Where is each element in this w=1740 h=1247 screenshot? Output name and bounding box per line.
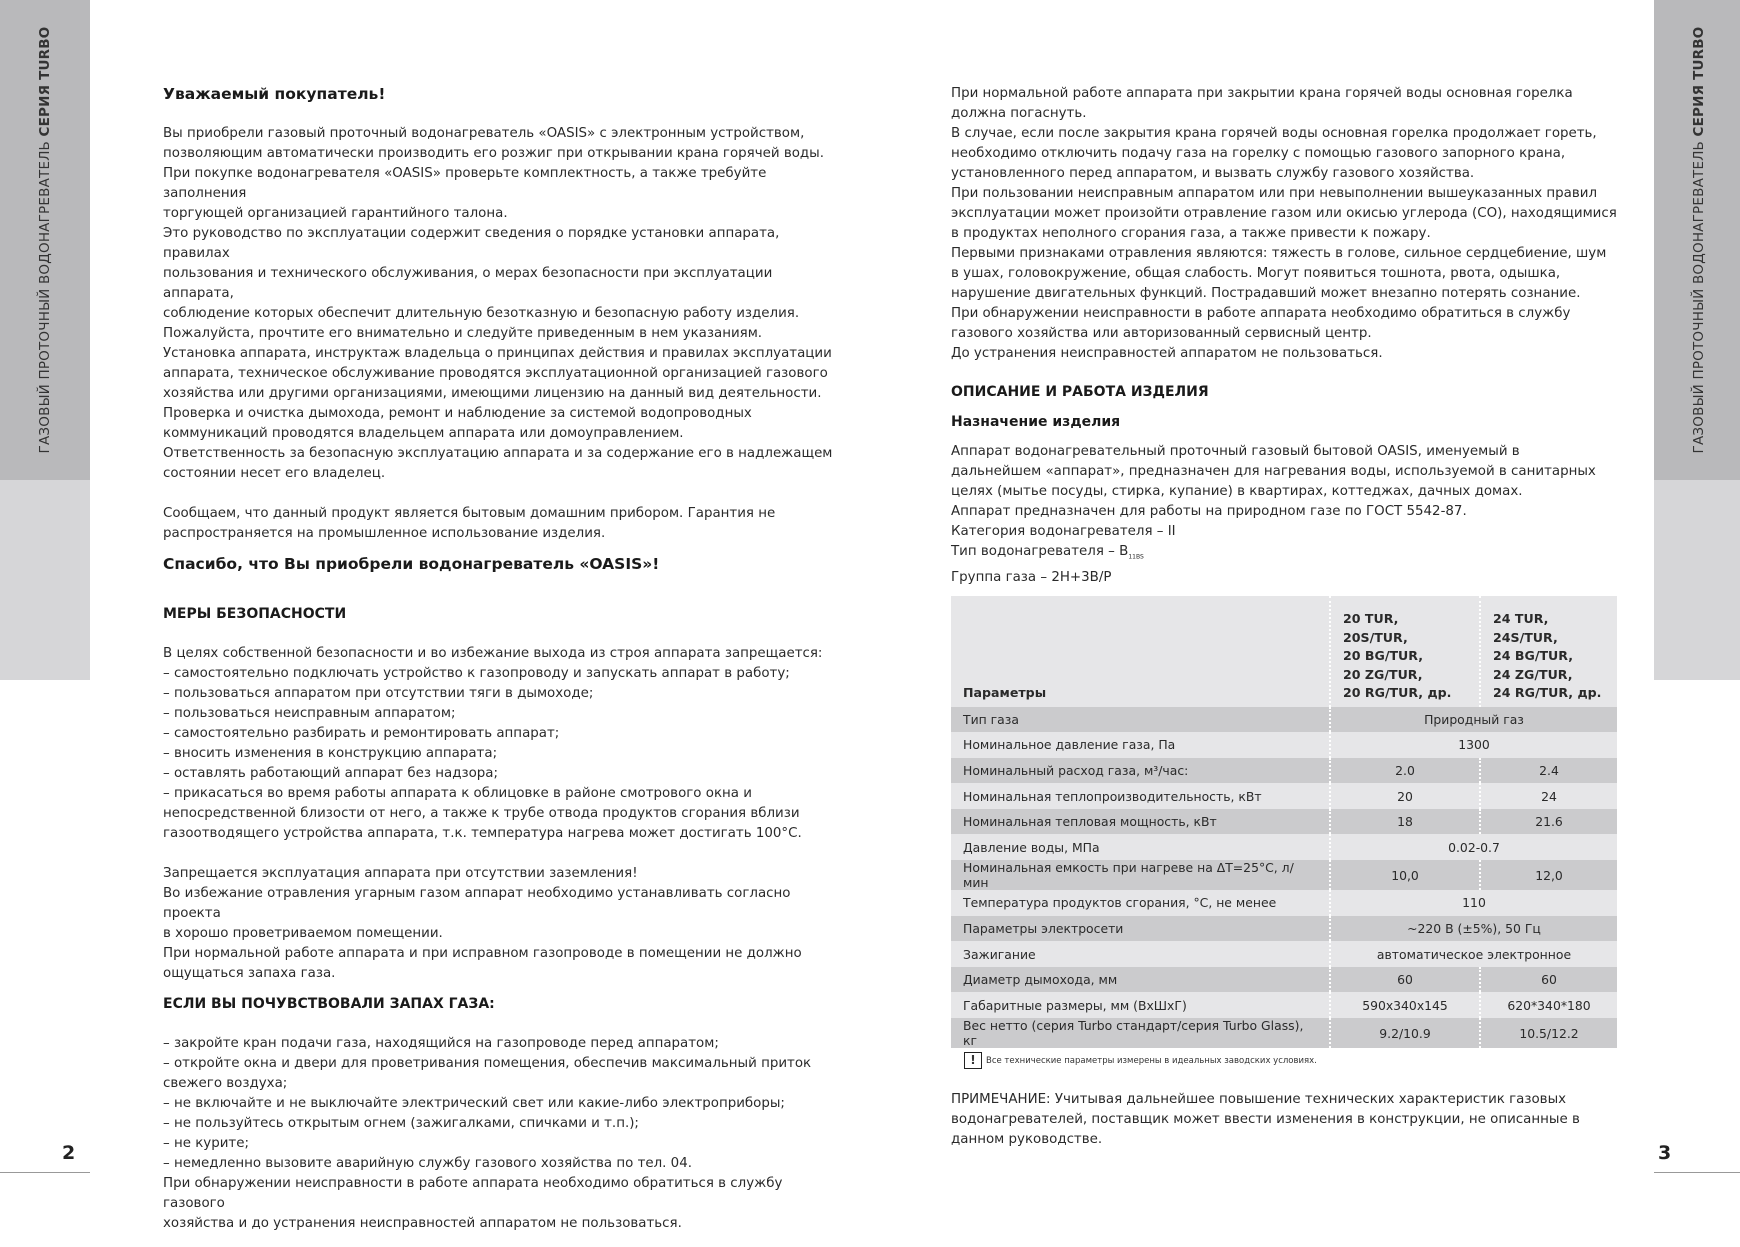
paragraph — [163, 864, 843, 984]
param-name: Вес нетто (серия Turbo стандарт/серия Turbo Glass), кг — [951, 1018, 1330, 1048]
text-line: эксплуатации может произойти отравление газом или окисью углерода (СО), находящимися — [951, 206, 1617, 221]
table-row — [951, 1018, 1617, 1048]
param-value: автоматическое электронное — [1330, 941, 1617, 967]
value-24: 2.4 — [1480, 758, 1617, 784]
text-line: – оставлять работающий аппарат без надзора; — [163, 766, 498, 781]
divider — [1654, 1172, 1740, 1173]
text-line: должна погаснуть. — [951, 106, 1087, 121]
table-row — [951, 967, 1617, 993]
text-line: – не включайте и не выключайте электрический свет или какие-либо электроприборы; — [163, 1096, 785, 1111]
text-line: газоотводящего устройства аппарата, т.к. температура нагрева может достигать 100°С. — [163, 826, 802, 841]
param-value: 1300 — [1330, 732, 1617, 758]
param-value: ~220 В (±5%), 50 Гц — [1330, 916, 1617, 942]
text-line: распространяется на промышленное использование изделия. — [163, 526, 606, 541]
gas-group: Группа газа – 2H+3B/P — [951, 569, 1112, 585]
model-line: 24 ZG/TUR, — [1493, 666, 1573, 682]
text-line: газового хозяйства или авторизованный сервисный центр. — [951, 326, 1372, 341]
param-name: Зажигание — [951, 941, 1330, 967]
param-name: Давление воды, МПа — [951, 834, 1330, 860]
text-line: дальнейшем «аппарат», предназначен для нагревания воды, используемой в санитарных — [951, 464, 1596, 479]
param-name: Габаритные размеры, мм (ВхШхГ) — [951, 992, 1330, 1018]
table-row — [951, 707, 1617, 733]
table-row — [951, 809, 1617, 835]
page-number-right: 3 — [1658, 1142, 1672, 1164]
text-line: – откройте окна и двери для проветривания помещения, обеспечив максимальный приток — [163, 1056, 812, 1071]
model-line: 20 ZG/TUR, — [1343, 666, 1423, 682]
text-line: непосредственной близости от него, а также к трубе отвода продуктов сгорания вблизи — [163, 806, 800, 821]
series-label: ГАЗОВЫЙ ПРОТОЧНЫЙ ВОДОНАГРЕВАТЕЛЬ СЕРИЯ TURBO — [1691, 26, 1707, 454]
right-side-tab — [1654, 0, 1740, 680]
text-line: позволяющим автоматически производить его розжиг при открывании крана горячей воды. — [163, 146, 824, 161]
text-line: – не курите; — [163, 1136, 249, 1151]
param-name: Номинальная емкость при нагреве на ΔТ=25°С, л/мин — [951, 860, 1330, 890]
text-line: данном руководстве. — [951, 1132, 1103, 1147]
text-line: – прикасаться во время работы аппарата к облицовке в районе смотрового окна и — [163, 786, 752, 801]
paragraph — [163, 504, 843, 544]
table-row — [951, 941, 1617, 967]
warning-icon: ! — [964, 1052, 982, 1069]
model-24-header — [1480, 596, 1617, 707]
text-line: – вносить изменения в конструкцию аппарата; — [163, 746, 498, 761]
greeting-heading: Уважаемый покупатель! — [163, 85, 386, 103]
text-line: Аппарат предназначен для работы на природном газе по ГОСТ 5542-87. — [951, 504, 1467, 519]
text-line: При пользовании неисправным аппаратом или при невыполнении вышеуказанных правил — [951, 186, 1598, 201]
text-line: Запрещается эксплуатация аппарата при отсутствии заземления! — [163, 866, 638, 881]
text-line: Первыми признаками отравления являются: тяжесть в голове, сильное сердцебиение, шум — [951, 246, 1607, 261]
param-name: Номинальный расход газа, м³/час: — [951, 758, 1330, 784]
footnote: ! Все технические параметры измерены в идеальных заводских условиях. — [964, 1052, 1317, 1069]
specs-table — [951, 596, 1617, 1048]
text-line: В случае, если после закрытия крана горячей воды основная горелка продолжает гореть, — [951, 126, 1597, 141]
text-line: Аппарат водонагревательный проточный газовый бытовой OASIS, именуемый в — [951, 444, 1520, 459]
text-line: При нормальной работе аппарата и при исправном газопроводе в помещении не должно — [163, 946, 802, 961]
safety-heading: МЕРЫ БЕЗОПАСНОСТИ — [163, 606, 347, 622]
text-line: в ушах, головокружение, общая слабость. Могут появиться тошнота, рвота, одышка, — [951, 266, 1561, 281]
value-20: 2.0 — [1330, 758, 1480, 784]
text-line: установленного перед аппаратом, и вызвать службу газового хозяйства. — [951, 166, 1475, 181]
value-24: 12,0 — [1480, 860, 1617, 890]
value-24: 60 — [1480, 967, 1617, 993]
text-line: – пользоваться неисправным аппаратом; — [163, 706, 456, 721]
param-value: 0.02-0.7 — [1330, 834, 1617, 860]
table-row — [951, 732, 1617, 758]
param-header: Параметры — [951, 596, 1330, 707]
page-number-left: 2 — [62, 1142, 76, 1164]
text-line: ПРИМЕЧАНИЕ: Учитывая дальнейшее повышение технических характеристик газовых — [951, 1092, 1567, 1107]
left-page — [163, 84, 843, 1234]
text-line: При обнаружении неисправности в работе аппарата необходимо обратиться в службу — [951, 306, 1571, 321]
paragraph — [951, 442, 1631, 542]
gas-smell-heading: ЕСЛИ ВЫ ПОЧУВСТВОВАЛИ ЗАПАХ ГАЗА: — [163, 996, 495, 1012]
text-line: Сообщаем, что данный продукт является бытовым домашним прибором. Гарантия не — [163, 506, 776, 521]
text-line: Пожалуйста, прочтите его внимательно и следуйте приведенным в нем указаниям. — [163, 326, 763, 341]
param-name: Номинальная теплопроизводительность, кВт — [951, 783, 1330, 809]
paragraph — [951, 1090, 1631, 1150]
text-line: При нормальной работе аппарата при закрытии крана горячей воды основная горелка — [951, 86, 1573, 101]
model-line: 24 TUR, 24S/TUR, — [1493, 611, 1558, 645]
value-20: 10,0 — [1330, 860, 1480, 890]
purpose-heading: Назначение изделия — [951, 414, 1121, 430]
table-row — [951, 834, 1617, 860]
divider — [0, 1172, 90, 1173]
value-24: 10.5/12.2 — [1480, 1018, 1617, 1048]
table-row — [951, 992, 1617, 1018]
param-name: Тип газа — [951, 707, 1330, 733]
text-line: Категория водонагревателя – II — [951, 524, 1176, 539]
text-line: В целях собственной безопасности и во избежание выхода из строя аппарата запрещается: — [163, 646, 823, 661]
left-side-tab — [0, 0, 90, 680]
right-page — [951, 84, 1631, 588]
value-24: 620*340*180 — [1480, 992, 1617, 1018]
value-20: 9.2/10.9 — [1330, 1018, 1480, 1048]
text-line: в хорошо проветриваемом помещении. — [163, 926, 443, 941]
thanks-heading: Спасибо, что Вы приобрели водонагреватель «OASIS»! — [163, 555, 660, 573]
paragraph — [163, 1034, 843, 1234]
param-value: 110 — [1330, 890, 1617, 916]
text-line: – не пользуйтесь открытым огнем (зажигалками, спичками и т.п.); — [163, 1116, 639, 1131]
text-line: коммуникаций проводятся владельцем аппарата или домоуправлением. — [163, 426, 684, 441]
table-row — [951, 860, 1617, 890]
paragraph — [163, 644, 843, 844]
remark — [951, 1090, 1631, 1150]
description-heading: ОПИСАНИЕ И РАБОТА ИЗДЕЛИЯ — [951, 384, 1209, 400]
text-line: Вы приобрели газовый проточный водонагреватель «OASIS» с электронным устройством, — [163, 126, 805, 141]
value-24: 24 — [1480, 783, 1617, 809]
param-name: Номинальная тепловая мощность, кВт — [951, 809, 1330, 835]
text-line: Проверка и очистка дымохода, ремонт и наблюдение за системой водопроводных — [163, 406, 752, 421]
text-line: – самостоятельно разбирать и ремонтировать аппарат; — [163, 726, 560, 741]
heater-type: Тип водонагревателя – $B_{11BS}$ — [951, 544, 1144, 561]
table-row — [951, 890, 1617, 916]
text-line: Это руководство по эксплуатации содержит сведения о порядке установки аппарата, правилах — [163, 226, 780, 261]
model-20-header — [1330, 596, 1480, 707]
text-line: необходимо отключить подачу газа на горелку с помощью газового запорного крана, — [951, 146, 1566, 161]
text-line: хозяйства и до устранения неисправностей аппаратом не пользоваться. — [163, 1216, 682, 1231]
text-line: Во избежание отравления угарным газом аппарат необходимо устанавливать согласно проекта — [163, 886, 791, 921]
param-name: Номинальное давление газа, Па — [951, 732, 1330, 758]
model-line: 20 TUR, 20S/TUR, — [1343, 611, 1408, 645]
text-line: свежего воздуха; — [163, 1076, 288, 1091]
paragraph — [163, 124, 843, 484]
text-line: торгующей организацией гарантийного талона. — [163, 206, 508, 221]
text-line: водонагревателей, поставщик может ввести изменения в конструкции, не описанные в — [951, 1112, 1580, 1127]
param-name: Диаметр дымохода, мм — [951, 967, 1330, 993]
param-value: Природный газ — [1330, 707, 1617, 733]
text-line: – пользоваться аппаратом при отсутствии тяги в дымоходе; — [163, 686, 594, 701]
text-line: При обнаружении неисправности в работе аппарата необходимо обратиться в службу газового — [163, 1176, 783, 1211]
model-line: 24 RG/TUR, др. — [1493, 685, 1602, 700]
text-line: в продуктах неполного сгорания газа, а также привести к пожару. — [951, 226, 1431, 241]
paragraph — [951, 84, 1631, 364]
value-20: 60 — [1330, 967, 1480, 993]
text-line: состоянии несет его владелец. — [163, 466, 386, 481]
text-line: Установка аппарата, инструктаж владельца о принципах действия и правилах эксплуатации — [163, 346, 832, 361]
param-name: Параметры электросети — [951, 916, 1330, 942]
text-line: аппарата, техническое обслуживание проводятся эксплуатационной организацией газового — [163, 366, 828, 381]
value-20: 18 — [1330, 809, 1480, 835]
text-line: – закройте кран подачи газа, находящийся на газопроводе перед аппаратом; — [163, 1036, 719, 1051]
text-line: При покупке водонагревателя «OASIS» проверьте комплектность, а также требуйте заполнения — [163, 166, 767, 201]
text-line: До устранения неисправностей аппаратом не пользоваться. — [951, 346, 1383, 361]
table-row — [951, 916, 1617, 942]
text-line: целях (мытье посуды, стирка, купание) в квартирах, коттеджах, дачных домах. — [951, 484, 1523, 499]
text-line: хозяйства или другими организациями, имеющими лицензию на данный вид деятельности. — [163, 386, 822, 401]
text-line: ощущаться запаха газа. — [163, 966, 336, 981]
text-line: пользования и технического обслуживания, о мерах безопасности при эксплуатации аппарата, — [163, 266, 773, 301]
value-20: 20 — [1330, 783, 1480, 809]
table-row — [951, 783, 1617, 809]
model-line: 24 BG/TUR, — [1493, 648, 1573, 663]
model-line: 20 RG/TUR, др. — [1343, 685, 1452, 700]
param-name: Температура продуктов сгорания, °С, не менее — [951, 890, 1330, 916]
series-label: ГАЗОВЫЙ ПРОТОЧНЫЙ ВОДОНАГРЕВАТЕЛЬ СЕРИЯ TURBO — [37, 26, 53, 454]
text-line: – самостоятельно подключать устройство к газопроводу и запускать аппарат в работу; — [163, 666, 790, 681]
value-20: 590x340x145 — [1330, 992, 1480, 1018]
text-line: Ответственность за безопасную эксплуатацию аппарата и за содержание его в надлежащем — [163, 446, 833, 461]
text-line: – немедленно вызовите аварийную службу газового хозяйства по тел. 04. — [163, 1156, 692, 1171]
value-24: 21.6 — [1480, 809, 1617, 835]
model-line: 20 BG/TUR, — [1343, 648, 1423, 663]
text-line: соблюдение которых обеспечит длительную безотказную и безопасную работу изделия. — [163, 306, 800, 321]
table-row — [951, 758, 1617, 784]
text-line: нарушение двигательных функций. Пострадавший может внезапно потерять сознание. — [951, 286, 1581, 301]
